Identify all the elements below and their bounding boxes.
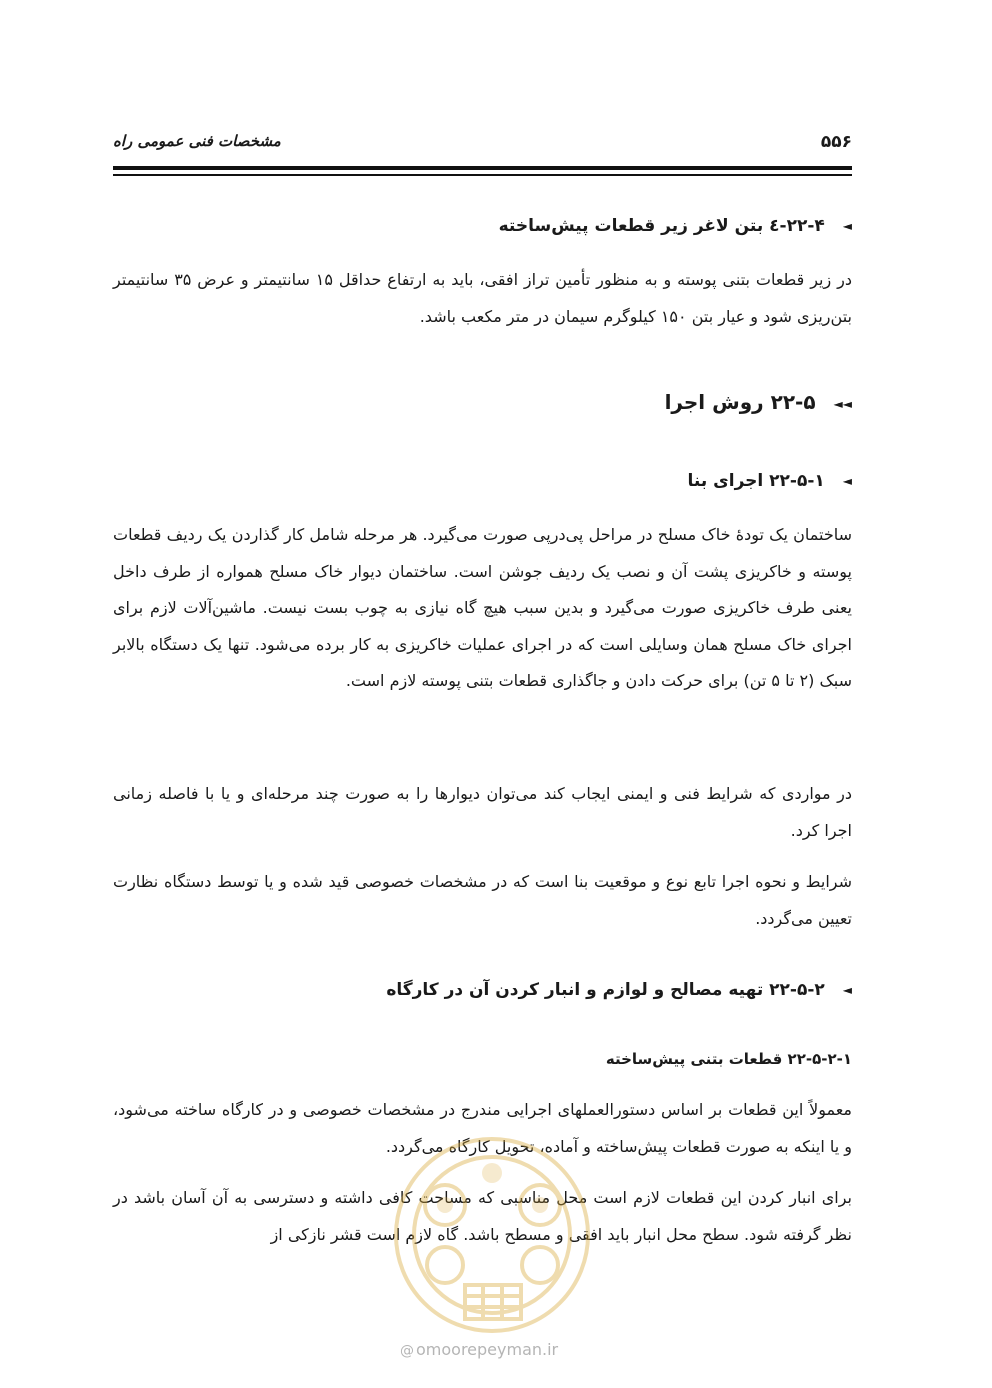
watermark-url [400,1340,558,1359]
page-number: ۵۵۶ [820,132,852,152]
section-heading-22-5-2 [386,980,852,1000]
section-title: ۲۲-۵-۲-۱ قطعات بتنی پیش‌ساخته [605,1050,852,1068]
paragraph: ساختمان یک تودهٔ خاک مسلح در مراحل پی‌درپی صورت می‌گیرد. هر مرحله شامل کار گذاردن یک ردیف قطعات پوسته و خاکریزی پشت آن و نصب یک ردیف جوشن است. ساختمان دیوار خاک مسلح همواره از طرف داخل یعنی طرف خاکریزی صورت می‌گیرد و بدین سبب هیچ گاه نیازی به چوب بست نیست. ماشین‌آلات لازم برای اجرای خاک مسلح همان وسایلی است که در اجرای عملیات خاکریزی به کار برده می‌شود. تنها یک دستگاه بالابر سبک (۲ تا ۵ تن) برای حرکت دادن و جاگذاری قطعات بتنی پوسته لازم است. [113,525,852,690]
watermark-logo-icon [385,1125,600,1345]
section-heading-22-4-4 [499,216,852,236]
header-rule-thick [113,166,852,170]
double-triangle-bullet-icon: ◄◄ [833,396,852,411]
at-icon: @ [400,1343,414,1359]
section-title: ۲۲-۵-۱ اجرای بنا [687,471,825,491]
section-heading-22-5 [665,390,852,414]
paragraph: شرایط و نحوه اجرا تابع نوع و موقعیت بنا است که در مشخصات خصوصی قید شده و یا توسط دستگاه نظارت تعیین می‌گردد. [113,872,852,928]
triangle-bullet-icon: ◄ [842,474,852,488]
section-title: ۲۲-۵-۲ تهیه مصالح و لوازم و انبار کردن آن در کارگاه [386,980,825,1000]
section-title: ۲۲-۴-٤ بتن لاغر زیر قطعات پیش‌ساخته [498,216,825,236]
triangle-bullet-icon: ◄ [842,219,852,233]
header-rule-thin [113,174,852,176]
section-title: ۲۲-۵ روش اجرا [664,390,816,414]
page-header [113,128,852,158]
triangle-bullet-icon: ◄ [842,983,852,997]
paragraph: در مواردی که شرایط فنی و ایمنی ایجاب کند می‌توان دیوارها را به صورت چند مرحله‌ای و یا با فاصله زمانی اجرا کرد. [113,784,852,840]
watermark-url-text: omoorepeyman.ir [416,1340,559,1359]
book-title: مشخصات فنی عمومی راه [113,132,281,150]
paragraph: در زیر قطعات بتنی پوسته و به منظور تأمین تراز افقی، باید به ارتفاع حداقل ۱۵ سانتیمتر و عرض ۳۵ سانتیمتر بتن‌ریزی شود و عیار بتن ۱۵۰ کیلوگرم سیمان در متر مکعب باشد. [113,270,852,326]
paragraph: برای انبار کردن این قطعات لازم است محل مناسبی که مساحت کافی داشته و دسترسی به آن آسان باشد در نظر گرفته شود. سطح محل انبار باید افقی و مسطح باشد. گاه لازم است قشر نازکی از [113,1188,852,1244]
paragraph: معمولاً این قطعات بر اساس دستورالعملهای اجرایی مندرج در مشخصات خصوصی و در کارگاه ساخته می‌شود، و یا اینکه به صورت قطعات پیش‌ساخته و آماده، تحویل کارگاه می‌گردد. [113,1100,852,1156]
section-heading-22-5-2-1 [606,1050,852,1068]
section-heading-22-5-1 [688,471,852,491]
